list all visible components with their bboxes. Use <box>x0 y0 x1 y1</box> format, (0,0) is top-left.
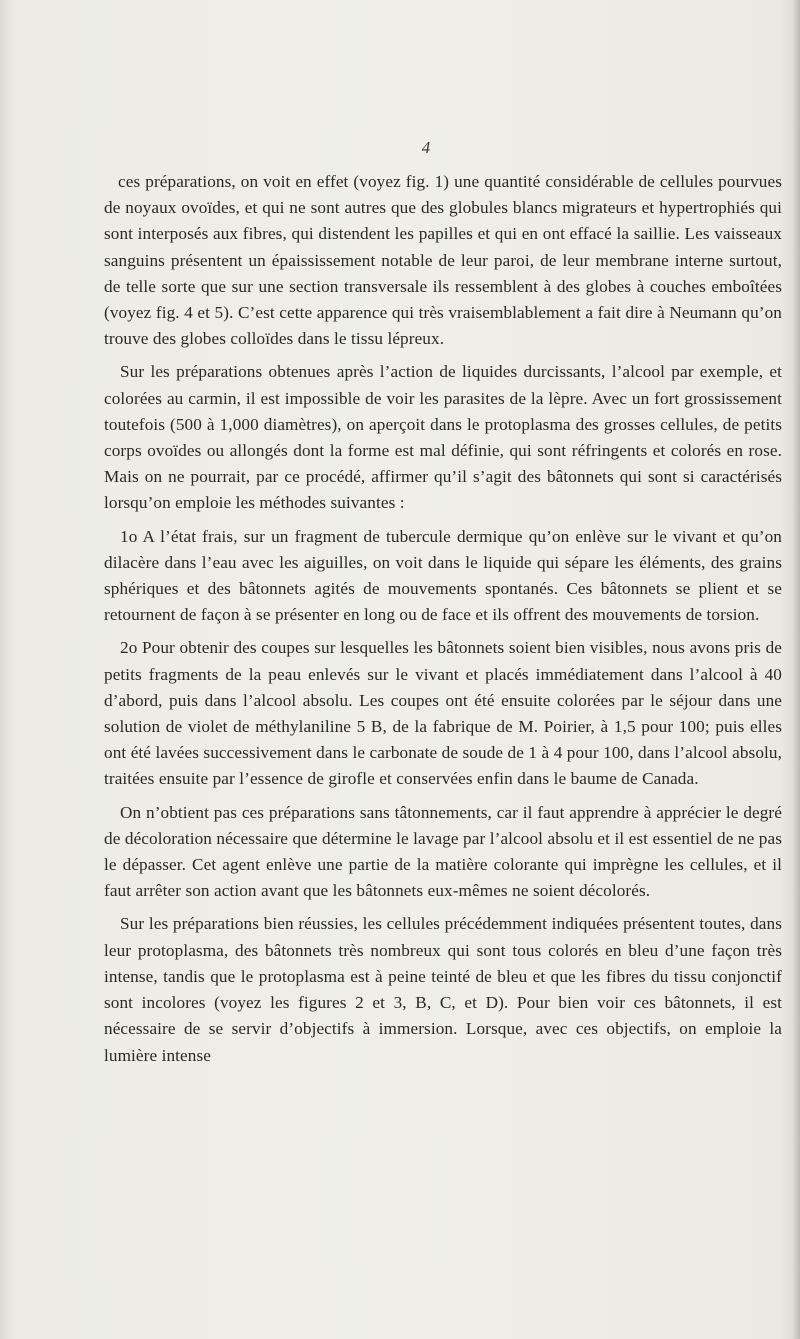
body-text <box>104 169 782 1076</box>
paragraph: 2o Pour obtenir des coupes sur lesquelles les bâtonnets soient bien visibles, nous avons pris de petits fragments de la peau enlevés sur le vivant et placés immédiatement dans l’alcool à 40 d’abord, puis dans l’alcool absolu. Les coupes ont été ensuite colorées par le séjour dans une solution de violet de méthylaniline 5 B, de la fabrique de M. Poirier, à 1,5 pour 100; puis elles ont été lavées successivement dans le carbonate de soude de 1 à 4 pour 100, dans l’alcool absolu, traitées ensuite par l’essence de girofle et conservées enfin dans le baume de Canada. <box>104 638 782 789</box>
paragraph: Sur les préparations bien réussies, les cellules précédemment indiquées présentent toutes, dans leur protoplasma, des bâtonnets très nombreux qui sont tous colorés en bleu d’une façon très intense, tandis que le protoplasma est à peine teinté de bleu et que les fibres du tissu conjonctif sont incolores (voyez les figures 2 et 3, B, C, et D). Pour bien voir ces bâtonnets, il est nécessaire de se servir d’objectifs à immersion. Lorsque, avec ces objectifs, on emploie la lumière intense <box>104 914 782 1065</box>
paragraph: Sur les préparations obtenues après l’action de liquides durcissants, l’alcool par exemple, et colorées au carmin, il est impossible de voir les parasites de la lèpre. Avec un fort grossissement toutefois (500 à 1,000 diamètres), on aperçoit dans le protoplasma des grosses cellules, de petits corps ovoïdes ou allongés dont la forme est mal définie, qui sont réfringents et colorés en rose. Mais on ne pourrait, par ce procédé, affirmer qu’il s’agit des bâtonnets qui sont si caractérisés lorsqu’on emploie les méthodes suivantes : <box>104 362 782 513</box>
page-number: 4 <box>421 138 431 157</box>
paragraph: 1o A l’état frais, sur un fragment de tubercule dermique qu’on enlève sur le vivant et qu’on dilacère dans l’eau avec les aiguilles, on voit dans le liquide qui sépare les éléments, des grains sphériques et des bâtonnets agités de mouvements spontanés. Ces bâtonnets se plient et se retournent de façon à se présenter en long ou de face et ils offrent des mouvements de torsion. <box>104 526 782 625</box>
paragraph: On n’obtient pas ces préparations sans tâtonnements, car il faut apprendre à apprécier le degré de décoloration nécessaire que détermine le lavage par l’alcool absolu et il est essentiel de ne pas le dépasser. Cet agent enlève une partie de la matière colorante qui imprègne les cellules, et il faut arrêter son action avant que les bâtonnets eux-mêmes ne soient décolorés. <box>104 802 782 901</box>
paragraph: ces préparations, on voit en effet (voyez fig. 1) une quantité considérable de cellules pourvues de noyaux ovoïdes, et qui ne sont autres que des globules blancs migrateurs et hypertrophiés qui sont interposés aux fibres, qui distendent les papilles et qui en ont effacé la saillie. Les vaisseaux sanguins présentent un épaississement notable de leur paroi, de leur membrane interne surtout, de telle sorte que sur une section transversale ils ressemblent à des globes à couches emboîtées (voyez fig. 4 et 5). C’est cette apparence qui très vraisemblablement a fait dire à Neumann qu’on trouve des globes colloïdes dans le tissu lépreux. <box>104 172 782 349</box>
page-edge-shadow <box>792 0 800 1339</box>
